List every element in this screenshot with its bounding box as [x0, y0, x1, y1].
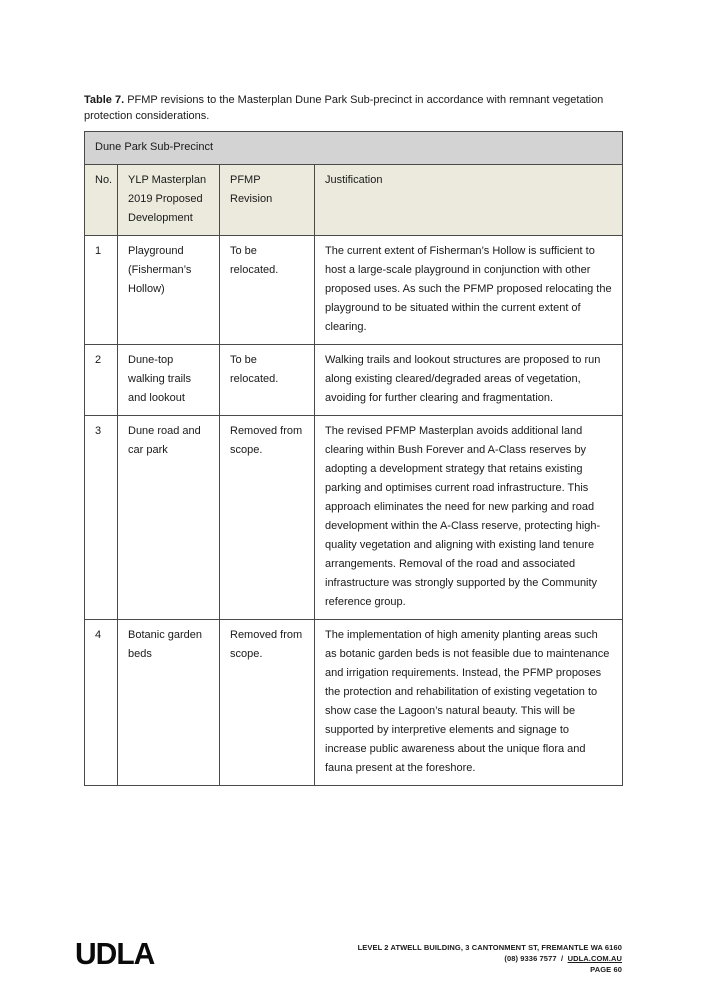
cell-justification: Walking trails and lookout structures are proposed to run along existing cleared/degraded areas of vegetation, avoiding for further clearing and fragmentation.	[315, 345, 623, 416]
table-title: Dune Park Sub-Precinct	[85, 132, 623, 165]
table-caption	[84, 92, 622, 124]
cell-development: Dune-top walking trails and lookout	[118, 345, 220, 416]
cell-revision: Removed from scope.	[220, 620, 315, 786]
cell-no: 3	[85, 416, 118, 620]
cell-justification: The current extent of Fisherman’s Hollow is sufficient to host a large-scale playground in conjunction with other proposed uses. As such the PFMP proposed relocating the playground to be situated within the current extent of clearing.	[315, 236, 623, 345]
pfmp-revisions-table	[84, 131, 623, 786]
page-content	[84, 92, 622, 786]
footer-page-number: PAGE 60	[590, 965, 622, 974]
footer-contact-line	[358, 953, 622, 964]
footer-website-link[interactable]: UDLA.COM.AU	[567, 954, 622, 963]
table-row	[85, 345, 623, 416]
cell-justification: The revised PFMP Masterplan avoids additional land clearing within Bush Forever and A-Class reserves by adopting a development strategy that retains existing parking and optimises current road infrastructure. This approach eliminates the need for new parking and road development within the A-Class reserve, protecting high-quality vegetation and aligning with existing land tenure arrangements. Removal of the road and associated infrastructure was strongly supported by the Community reference group.	[315, 416, 623, 620]
cell-revision: Removed from scope.	[220, 416, 315, 620]
footer-phone: (08) 9336 7577	[504, 954, 557, 963]
column-header-justification: Justification	[315, 165, 623, 236]
cell-justification: The implementation of high amenity planting areas such as botanic garden beds is not feasible due to maintenance and irrigation requirements. Instead, the PFMP proposes the protection and rehabilitation of existing vegetation to show case the Lagoon’s natural beauty. This will be supported by interpretive elements and signage to increase public awareness about the unique flora and fauna present at the foreshore.	[315, 620, 623, 786]
cell-development: Botanic garden beds	[118, 620, 220, 786]
column-header-development: YLP Masterplan 2019 Proposed Development	[118, 165, 220, 236]
table-row	[85, 620, 623, 786]
cell-development: Dune road and car park	[118, 416, 220, 620]
column-header-revision: PFMP Revision	[220, 165, 315, 236]
column-header-row	[85, 165, 623, 236]
cell-revision: To be relocated.	[220, 236, 315, 345]
cell-no: 4	[85, 620, 118, 786]
cell-no: 2	[85, 345, 118, 416]
footer-address: LEVEL 2 ATWELL BUILDING, 3 CANTONMENT ST, FREMANTLE WA 6160	[357, 943, 622, 952]
column-header-no: No.	[85, 165, 118, 236]
footer-info	[358, 936, 622, 975]
table-row	[85, 236, 623, 345]
page-footer	[75, 936, 622, 975]
cell-no: 1	[85, 236, 118, 345]
cell-development: Playground (Fisherman’s Hollow)	[118, 236, 220, 345]
cell-revision: To be relocated.	[220, 345, 315, 416]
table-title-row	[85, 132, 623, 165]
udla-logo: UDLA	[75, 937, 155, 972]
table-caption-label: Table 7.	[84, 94, 125, 106]
table-row	[85, 416, 623, 620]
table-caption-text: PFMP revisions to the Masterplan Dune Park Sub-precinct in accordance with remnant vegetation protection considerations.	[84, 94, 604, 122]
footer-separator: /	[561, 954, 564, 963]
